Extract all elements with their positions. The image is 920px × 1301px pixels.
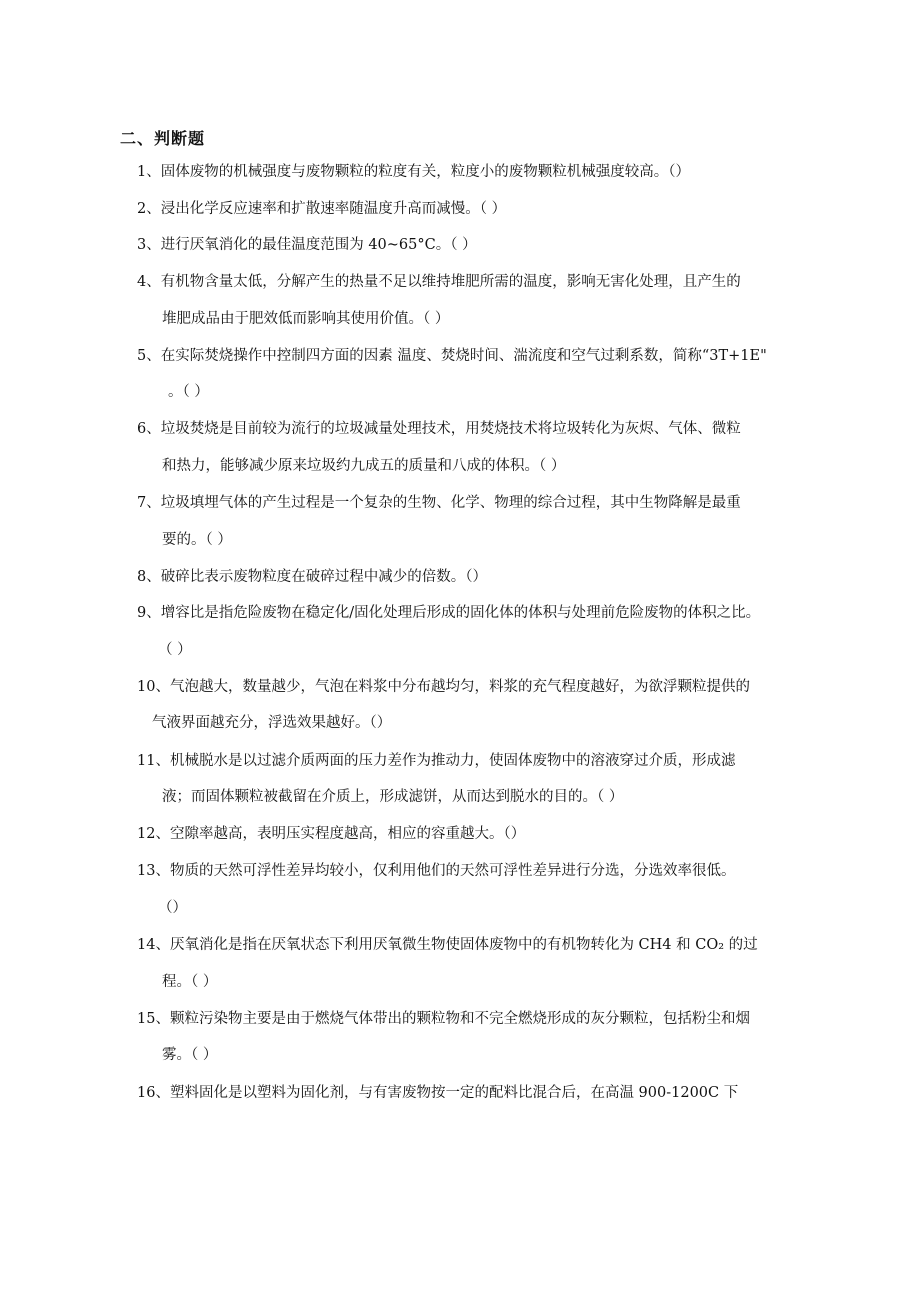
question-13-line-2: （） [158,900,187,916]
question-11-line-1: 11、机械脱水是以过滤介质两面的压力差作为推动力，使固体废物中的溶液穿过介质，形成滤 [137,753,736,769]
question-4-line-2: 堆肥成品由于肥效低而影响其使用价值。（ ） [162,311,450,327]
question-8-line-1: 8、破碎比表示废物粒度在破碎过程中减少的倍数。（） [137,569,487,585]
question-13-line-1: 13、物质的天然可浮性差异均较小，仅利用他们的天然可浮性差异进行分选，分选效率很低。 [137,863,736,879]
question-14-line-1: 14、厌氧消化是指在厌氧状态下利用厌氧微生物使固体废物中的有机物转化为 CH4 和 CO₂ 的过 [137,937,758,953]
section-title: 二、判断题 [120,129,206,148]
question-7-line-1: 7、垃圾填埋气体的产生过程是一个复杂的生物、化学、物理的综合过程，其中生物降解是最重 [137,495,741,511]
question-5-line-1: 5、在实际焚烧操作中控制四方面的因素 温度、焚烧时间、湍流度和空气过剩系数，简称“3T+1E" [137,348,767,364]
question-9-line-1: 9、增容比是指危险废物在稳定化/固化处理后形成的固化体的体积与处理前危险废物的体积之比。 [137,605,761,621]
question-15-line-2: 雾。（ ） [162,1047,218,1063]
question-4-line-1: 4、有机物含量太低，分解产生的热量不足以维持堆肥所需的温度，影响无害化处理，且产生的 [137,274,741,290]
question-16-line-1: 16、塑料固化是以塑料为固化剂，与有害废物按一定的配料比混合后，在高温 900-1200C 下 [137,1085,739,1101]
question-14-line-2: 程。（ ） [162,974,218,990]
question-5-line-2: 。（ ） [168,384,209,400]
question-6-line-1: 6、垃圾焚烧是目前较为流行的垃圾减量处理技术，用焚烧技术将垃圾转化为灰烬、气体、微粒 [137,421,741,437]
question-10-line-2: 气液界面越充分，浮选效果越好。（） [152,715,392,731]
question-2-line-1: 2、浸出化学反应速率和扩散速率随温度升高而减慢。（ ） [137,201,507,217]
question-10-line-1: 10、气泡越大，数量越少，气泡在料浆中分布越均匀，料浆的充气程度越好，为欲浮颗粒提供的 [137,679,750,695]
question-9-line-2: （ ） [158,642,192,658]
question-3-line-1: 3、进行厌氧消化的最佳温度范围为 40~65°C。（ ） [137,237,477,253]
question-15-line-1: 15、颗粒污染物主要是由于燃烧气体带出的颗粒物和不完全燃烧形成的灰分颗粒，包括粉尘和烟 [137,1011,750,1027]
question-1-line-1: 1、固体废物的机械强度与废物颗粒的粒度有关，粒度小的废物颗粒机械强度较高。（） [137,164,690,180]
question-6-line-2: 和热力，能够减少原来垃圾约九成五的质量和八成的体积。（ ） [162,458,566,474]
question-7-line-2: 要的。（ ） [162,532,232,548]
question-11-line-2: 液；而固体颗粒被截留在介质上，形成滤饼，从而达到脱水的目的。（ ） [162,789,624,805]
question-12-line-1: 12、空隙率越高，表明压实程度越高，相应的容重越大。（） [137,826,526,842]
